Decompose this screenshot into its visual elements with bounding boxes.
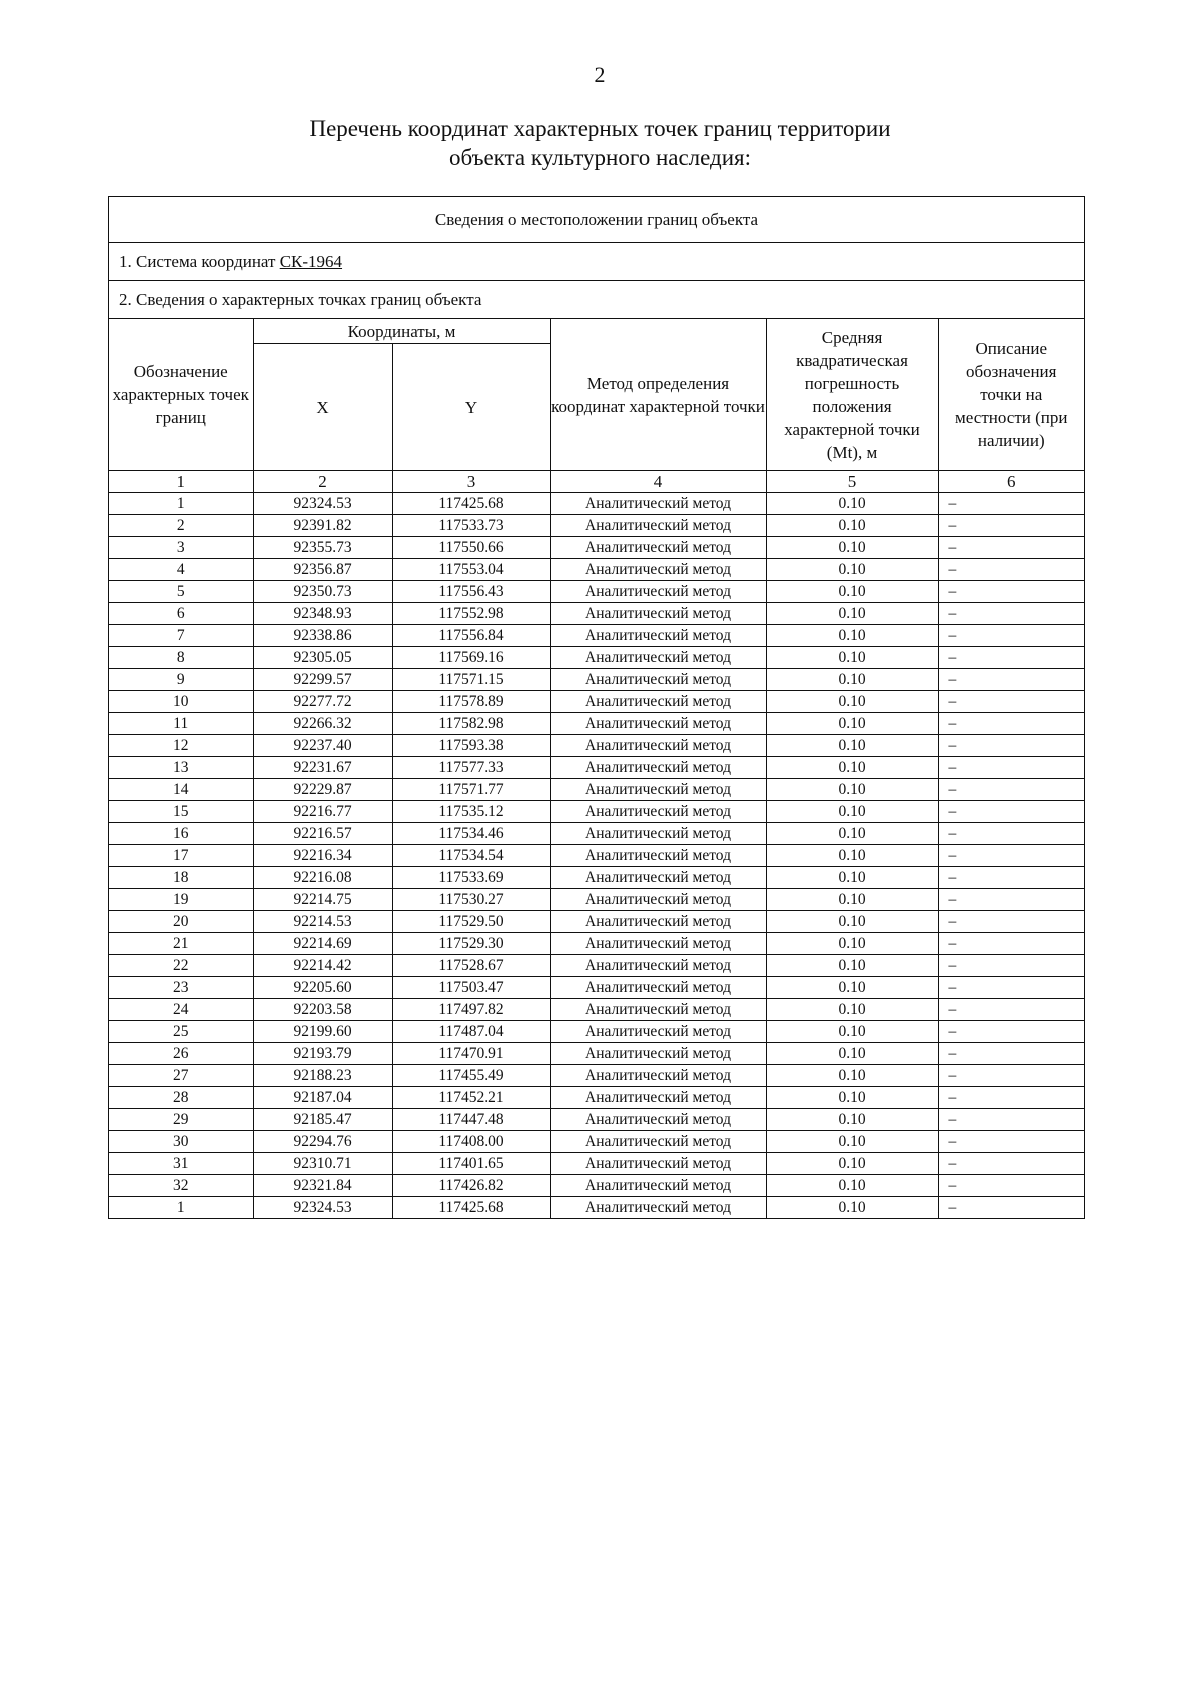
y-coordinate-cell: 117487.04 [392,1021,550,1043]
point-number-cell: 18 [109,867,253,889]
description-cell: – [938,801,1084,823]
description-cell: – [938,757,1084,779]
x-coordinate-cell: 92216.08 [253,867,392,889]
y-coordinate-cell: 117426.82 [392,1175,550,1197]
table-row [109,493,1084,515]
description-cell: – [938,647,1084,669]
table-row [109,537,1084,559]
coord-system-name: СК-1964 [279,252,343,271]
x-coordinate-cell: 92305.05 [253,647,392,669]
point-number-cell: 25 [109,1021,253,1043]
error-cell: 0.10 [766,1065,938,1087]
table-row [109,1021,1084,1043]
x-coordinate-cell: 92310.71 [253,1153,392,1175]
y-coordinate-cell: 117447.48 [392,1109,550,1131]
y-coordinate-cell: 117582.98 [392,713,550,735]
description-cell: – [938,1109,1084,1131]
y-coordinate-cell: 117530.27 [392,889,550,911]
description-cell: – [938,1021,1084,1043]
column-number: 3 [392,471,550,493]
error-cell: 0.10 [766,581,938,603]
table-row [109,735,1084,757]
method-cell: Аналитический метод [550,1087,766,1109]
y-coordinate-cell: 117425.68 [392,1197,550,1219]
y-coordinate-cell: 117550.66 [392,537,550,559]
table-row [109,559,1084,581]
x-coordinate-cell: 92216.34 [253,845,392,867]
y-coordinate-cell: 117452.21 [392,1087,550,1109]
column-number: 1 [109,471,253,493]
y-coordinate-cell: 117556.43 [392,581,550,603]
y-coordinate-cell: 117528.67 [392,955,550,977]
method-cell: Аналитический метод [550,581,766,603]
table-row [109,999,1084,1021]
error-cell: 0.10 [766,691,938,713]
point-number-cell: 29 [109,1109,253,1131]
x-coordinate-cell: 92348.93 [253,603,392,625]
y-coordinate-cell: 117401.65 [392,1153,550,1175]
x-coordinate-cell: 92299.57 [253,669,392,691]
y-coordinate-cell: 117535.12 [392,801,550,823]
points-heading: 2. Сведения о характерных точках границ объекта [109,281,1084,319]
point-number-cell: 1 [109,1197,253,1219]
method-cell: Аналитический метод [550,977,766,999]
method-cell: Аналитический метод [550,1197,766,1219]
method-cell: Аналитический метод [550,647,766,669]
description-cell: – [938,603,1084,625]
table-row [109,1153,1084,1175]
x-coordinate-cell: 92294.76 [253,1131,392,1153]
error-cell: 0.10 [766,779,938,801]
table-row [109,1175,1084,1197]
point-number-cell: 30 [109,1131,253,1153]
table-row [109,515,1084,537]
method-cell: Аналитический метод [550,713,766,735]
x-coordinate-cell: 92356.87 [253,559,392,581]
method-cell: Аналитический метод [550,1043,766,1065]
x-coordinate-cell: 92188.23 [253,1065,392,1087]
point-number-cell: 12 [109,735,253,757]
description-cell: – [938,1065,1084,1087]
x-coordinate-cell: 92214.75 [253,889,392,911]
table-row [109,603,1084,625]
error-cell: 0.10 [766,493,938,515]
point-number-cell: 6 [109,603,253,625]
x-coordinate-cell: 92266.32 [253,713,392,735]
description-cell: – [938,779,1084,801]
description-cell: – [938,669,1084,691]
method-cell: Аналитический метод [550,757,766,779]
description-cell: – [938,955,1084,977]
point-number-cell: 8 [109,647,253,669]
table-row [109,1197,1084,1219]
table-row [109,779,1084,801]
description-cell: – [938,735,1084,757]
table-row [109,757,1084,779]
error-cell: 0.10 [766,845,938,867]
error-cell: 0.10 [766,801,938,823]
y-coordinate-cell: 117534.46 [392,823,550,845]
table-row [109,1131,1084,1153]
description-cell: – [938,713,1084,735]
description-cell: – [938,1197,1084,1219]
point-number-cell: 23 [109,977,253,999]
error-cell: 0.10 [766,1153,938,1175]
point-number-cell: 31 [109,1153,253,1175]
method-cell: Аналитический метод [550,801,766,823]
error-cell: 0.10 [766,977,938,999]
error-cell: 0.10 [766,1175,938,1197]
point-number-cell: 9 [109,669,253,691]
method-cell: Аналитический метод [550,845,766,867]
x-coordinate-cell: 92193.79 [253,1043,392,1065]
method-cell: Аналитический метод [550,669,766,691]
error-cell: 0.10 [766,603,938,625]
method-cell: Аналитический метод [550,867,766,889]
x-coordinate-cell: 92203.58 [253,999,392,1021]
table-row [109,1065,1084,1087]
y-coordinate-cell: 117553.04 [392,559,550,581]
point-number-cell: 3 [109,537,253,559]
error-cell: 0.10 [766,889,938,911]
method-cell: Аналитический метод [550,911,766,933]
y-coordinate-cell: 117578.89 [392,691,550,713]
error-cell: 0.10 [766,933,938,955]
point-number-cell: 1 [109,493,253,515]
x-coordinate-cell: 92231.67 [253,757,392,779]
point-number-cell: 26 [109,1043,253,1065]
description-cell: – [938,999,1084,1021]
x-coordinate-cell: 92321.84 [253,1175,392,1197]
error-cell: 0.10 [766,1131,938,1153]
table-row [109,823,1084,845]
y-coordinate-cell: 117408.00 [392,1131,550,1153]
method-cell: Аналитический метод [550,1021,766,1043]
y-coordinate-cell: 117529.30 [392,933,550,955]
method-cell: Аналитический метод [550,691,766,713]
error-cell: 0.10 [766,515,938,537]
description-cell: – [938,977,1084,999]
method-cell: Аналитический метод [550,515,766,537]
x-coordinate-cell: 92338.86 [253,625,392,647]
description-cell: – [938,537,1084,559]
method-cell: Аналитический метод [550,559,766,581]
header-method: Метод определения координат характерной точки [550,319,766,471]
coord-system-prefix: 1. Система координат [119,252,280,271]
point-number-cell: 5 [109,581,253,603]
point-number-cell: 20 [109,911,253,933]
y-coordinate-cell: 117556.84 [392,625,550,647]
y-coordinate-cell: 117455.49 [392,1065,550,1087]
error-cell: 0.10 [766,713,938,735]
x-coordinate-cell: 92205.60 [253,977,392,999]
description-cell: – [938,823,1084,845]
point-number-cell: 7 [109,625,253,647]
x-coordinate-cell: 92324.53 [253,1197,392,1219]
method-cell: Аналитический метод [550,955,766,977]
header-designation: Обозначение характерных точек границ [109,319,253,471]
point-number-cell: 2 [109,515,253,537]
point-number-cell: 28 [109,1087,253,1109]
table-row [109,889,1084,911]
column-numbers-row [109,471,1084,493]
y-coordinate-cell: 117571.77 [392,779,550,801]
point-number-cell: 13 [109,757,253,779]
column-number: 2 [253,471,392,493]
error-cell: 0.10 [766,559,938,581]
x-coordinate-cell: 92214.69 [253,933,392,955]
point-number-cell: 4 [109,559,253,581]
method-cell: Аналитический метод [550,933,766,955]
description-cell: – [938,889,1084,911]
method-cell: Аналитический метод [550,603,766,625]
description-cell: – [938,1131,1084,1153]
document-title [0,114,1200,172]
description-cell: – [938,867,1084,889]
error-cell: 0.10 [766,537,938,559]
coordinates-table [109,319,1084,1218]
description-cell: – [938,691,1084,713]
point-number-cell: 32 [109,1175,253,1197]
y-coordinate-cell: 117503.47 [392,977,550,999]
error-cell: 0.10 [766,1109,938,1131]
table-row [109,669,1084,691]
x-coordinate-cell: 92187.04 [253,1087,392,1109]
point-number-cell: 17 [109,845,253,867]
error-cell: 0.10 [766,1087,938,1109]
table-header [109,319,1084,471]
error-cell: 0.10 [766,1043,938,1065]
point-number-cell: 11 [109,713,253,735]
point-number-cell: 10 [109,691,253,713]
point-number-cell: 19 [109,889,253,911]
method-cell: Аналитический метод [550,823,766,845]
point-number-cell: 24 [109,999,253,1021]
table-row [109,581,1084,603]
coord-system-row [109,243,1084,281]
table-row [109,647,1084,669]
point-number-cell: 21 [109,933,253,955]
y-coordinate-cell: 117425.68 [392,493,550,515]
method-cell: Аналитический метод [550,1175,766,1197]
y-coordinate-cell: 117470.91 [392,1043,550,1065]
table-row [109,1109,1084,1131]
header-error: Средняя квадратическая погрешность положения характерной точки (Mt), м [766,319,938,471]
description-cell: – [938,559,1084,581]
y-coordinate-cell: 117534.54 [392,845,550,867]
y-coordinate-cell: 117552.98 [392,603,550,625]
error-cell: 0.10 [766,757,938,779]
x-coordinate-cell: 92391.82 [253,515,392,537]
point-number-cell: 27 [109,1065,253,1087]
table-row [109,1043,1084,1065]
description-cell: – [938,1087,1084,1109]
y-coordinate-cell: 117577.33 [392,757,550,779]
x-coordinate-cell: 92229.87 [253,779,392,801]
description-cell: – [938,493,1084,515]
point-number-cell: 16 [109,823,253,845]
method-cell: Аналитический метод [550,537,766,559]
table-row [109,955,1084,977]
description-cell: – [938,911,1084,933]
y-coordinate-cell: 117571.15 [392,669,550,691]
description-cell: – [938,625,1084,647]
error-cell: 0.10 [766,669,938,691]
table-row [109,691,1084,713]
x-coordinate-cell: 92216.77 [253,801,392,823]
table-body [109,493,1084,1219]
error-cell: 0.10 [766,647,938,669]
error-cell: 0.10 [766,999,938,1021]
error-cell: 0.10 [766,1021,938,1043]
header-y: Y [392,344,550,471]
y-coordinate-cell: 117529.50 [392,911,550,933]
method-cell: Аналитический метод [550,493,766,515]
description-cell: – [938,845,1084,867]
table-row [109,867,1084,889]
section-heading: Сведения о местоположении границ объекта [109,197,1084,243]
x-coordinate-cell: 92237.40 [253,735,392,757]
method-cell: Аналитический метод [550,779,766,801]
table-row [109,625,1084,647]
column-number: 4 [550,471,766,493]
column-number: 5 [766,471,938,493]
method-cell: Аналитический метод [550,735,766,757]
method-cell: Аналитический метод [550,1065,766,1087]
point-number-cell: 22 [109,955,253,977]
method-cell: Аналитический метод [550,1153,766,1175]
y-coordinate-cell: 117533.73 [392,515,550,537]
table-row [109,911,1084,933]
column-number: 6 [938,471,1084,493]
description-cell: – [938,581,1084,603]
document-title-line-2: объекта культурного наследия: [448,145,752,170]
header-x: X [253,344,392,471]
page-number: 2 [594,62,606,87]
description-cell: – [938,1175,1084,1197]
method-cell: Аналитический метод [550,625,766,647]
method-cell: Аналитический метод [550,889,766,911]
x-coordinate-cell: 92355.73 [253,537,392,559]
error-cell: 0.10 [766,1197,938,1219]
table-row [109,933,1084,955]
error-cell: 0.10 [766,911,938,933]
error-cell: 0.10 [766,625,938,647]
error-cell: 0.10 [766,823,938,845]
description-cell: – [938,1153,1084,1175]
x-coordinate-cell: 92216.57 [253,823,392,845]
error-cell: 0.10 [766,867,938,889]
table-row [109,801,1084,823]
error-cell: 0.10 [766,955,938,977]
x-coordinate-cell: 92199.60 [253,1021,392,1043]
error-cell: 0.10 [766,735,938,757]
point-number-cell: 14 [109,779,253,801]
x-coordinate-cell: 92324.53 [253,493,392,515]
description-cell: – [938,933,1084,955]
y-coordinate-cell: 117533.69 [392,867,550,889]
x-coordinate-cell: 92350.73 [253,581,392,603]
boundary-info-frame [108,196,1085,1219]
x-coordinate-cell: 92277.72 [253,691,392,713]
x-coordinate-cell: 92214.42 [253,955,392,977]
point-number-cell: 15 [109,801,253,823]
table-row [109,713,1084,735]
description-cell: – [938,1043,1084,1065]
x-coordinate-cell: 92185.47 [253,1109,392,1131]
method-cell: Аналитический метод [550,1131,766,1153]
header-coordinates: Координаты, м [253,319,550,344]
header-description: Описание обозначения точки на местности (при наличии) [938,319,1084,471]
y-coordinate-cell: 117593.38 [392,735,550,757]
method-cell: Аналитический метод [550,1109,766,1131]
method-cell: Аналитический метод [550,999,766,1021]
table-row [109,845,1084,867]
y-coordinate-cell: 117497.82 [392,999,550,1021]
document-title-line-1: Перечень координат характерных точек границ территории [309,116,891,141]
table-row [109,977,1084,999]
description-cell: – [938,515,1084,537]
table-row [109,1087,1084,1109]
y-coordinate-cell: 117569.16 [392,647,550,669]
x-coordinate-cell: 92214.53 [253,911,392,933]
